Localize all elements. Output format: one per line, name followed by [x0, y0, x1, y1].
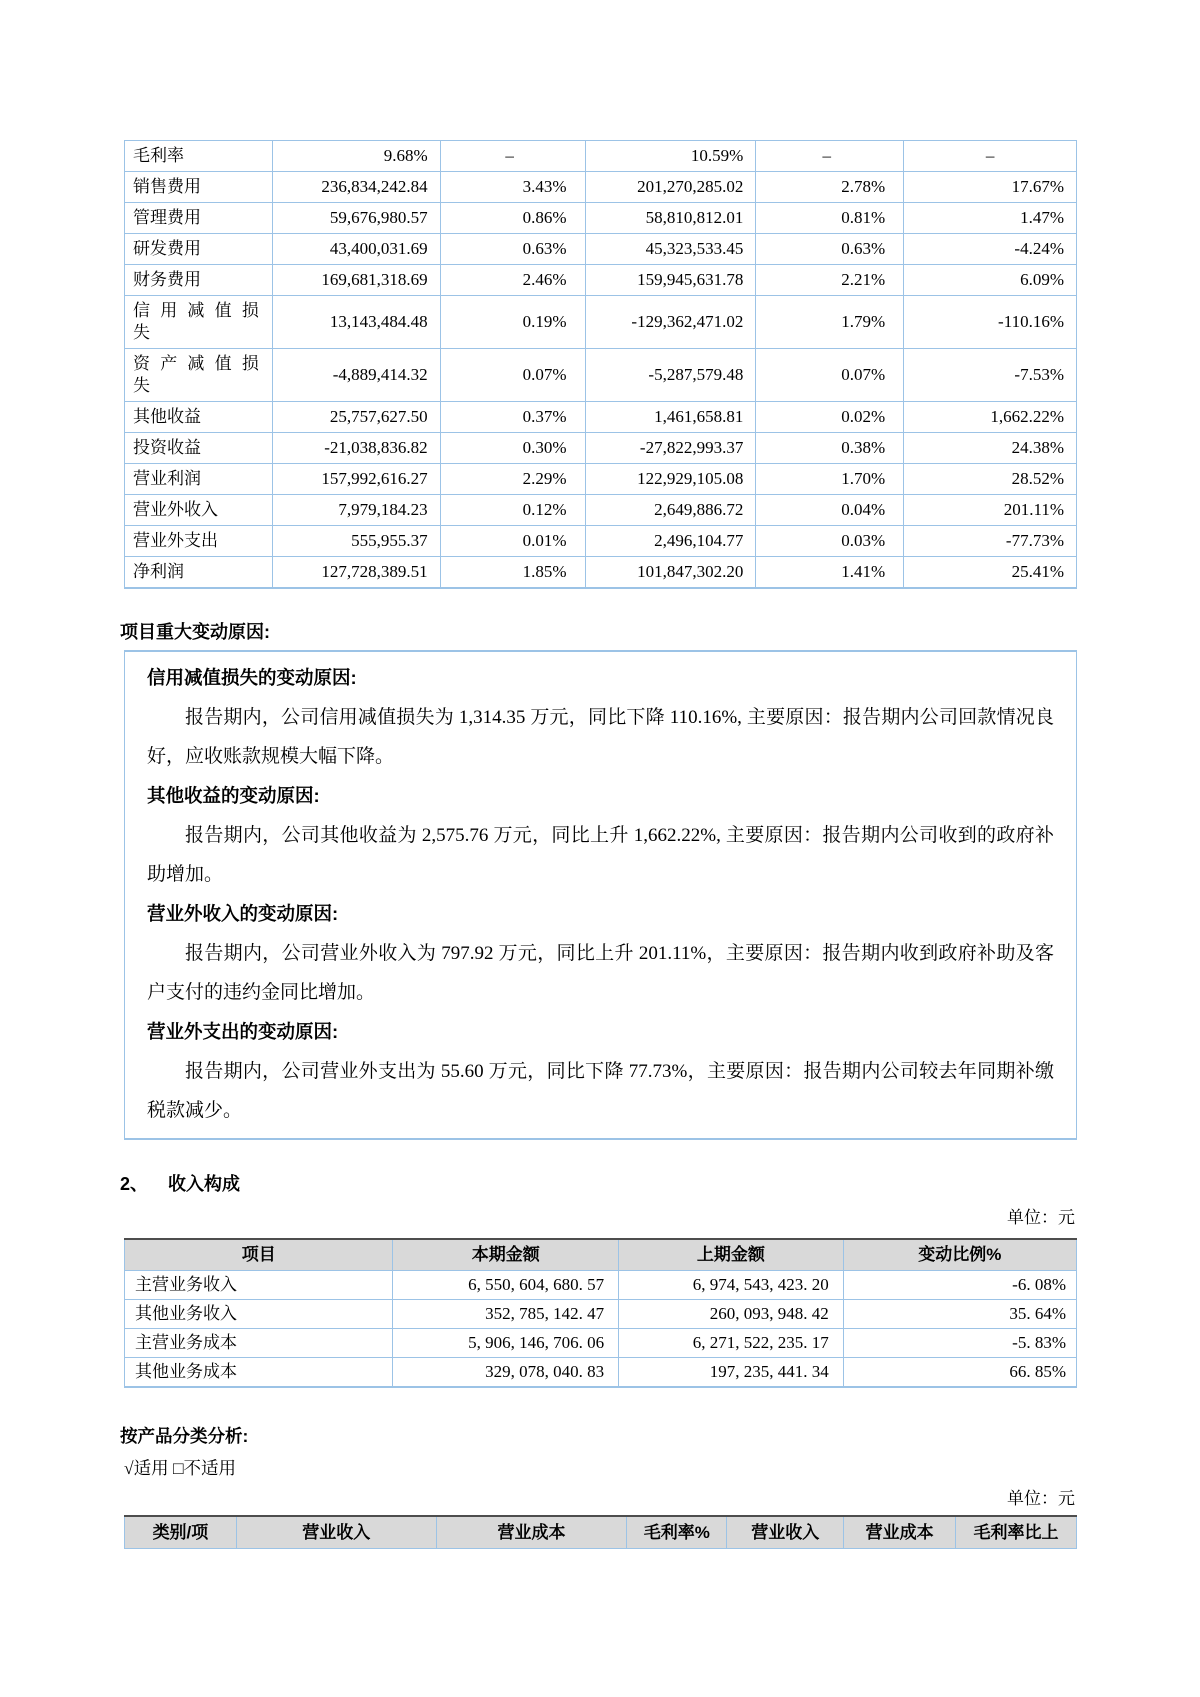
cell-prior-amount: 260, 093, 948. 42 — [619, 1300, 844, 1329]
cell-change-ratio: -5. 83% — [843, 1329, 1076, 1358]
product-category-table — [124, 1515, 1077, 1549]
table-row — [125, 1358, 1077, 1388]
cell-ratio-prior: 1.41% — [756, 557, 904, 589]
column-header-cost-prior: 营业成本 — [844, 1516, 956, 1549]
cell-change: 201.11% — [904, 495, 1077, 526]
cell-item: 信用减值损失 — [125, 296, 273, 349]
table-row — [125, 1300, 1077, 1329]
cell-change: 28.52% — [904, 464, 1077, 495]
cell-amount-prior: -27,822,993.37 — [585, 433, 756, 464]
cell-amount-prior: 2,496,104.77 — [585, 526, 756, 557]
revenue-composition-table-header — [125, 1239, 1077, 1271]
applicable-option: √适用 — [124, 1458, 169, 1478]
cell-item: 管理费用 — [125, 203, 273, 234]
unit-label: 单位：元 — [1007, 1208, 1075, 1227]
reason-item — [147, 894, 1054, 1012]
cell-ratio-current: 0.30% — [440, 433, 585, 464]
cell-item: 研发费用 — [125, 234, 273, 265]
cell-ratio-current: 1.85% — [440, 557, 585, 589]
reason-title: 营业外收入的变动原因: — [147, 903, 339, 924]
cell-amount-current: 555,955.37 — [272, 526, 440, 557]
applicability-note — [124, 1455, 1077, 1481]
column-header-item: 项目 — [125, 1239, 393, 1271]
cell-amount-current: 169,681,318.69 — [272, 265, 440, 296]
cell-current-amount: 6, 550, 604, 680. 57 — [393, 1271, 619, 1300]
reason-body: 报告期内，公司信用减值损失为 1,314.35 万元，同比下降 110.16%, 主要原因：报告期内公司回款情况良好，应收账款规模大幅下降。 — [147, 707, 1054, 767]
table-row — [125, 141, 1077, 172]
cell-amount-current: -4,889,414.32 — [272, 349, 440, 402]
cell-change: 1.47% — [904, 203, 1077, 234]
cell-item: 投资收益 — [125, 433, 273, 464]
reason-item — [147, 658, 1054, 776]
cell-ratio-current: 0.12% — [440, 495, 585, 526]
reason-title: 营业外支出的变动原因: — [147, 1021, 339, 1042]
cell-change: 17.67% — [904, 172, 1077, 203]
column-header-category: 类别/项 — [125, 1516, 237, 1549]
reason-item — [147, 1012, 1054, 1130]
cell-ratio-prior: 0.07% — [756, 349, 904, 402]
table-row — [125, 349, 1077, 402]
reason-title: 信用减值损失的变动原因: — [147, 667, 357, 688]
table-header-row — [125, 1239, 1077, 1271]
cell-current-amount: 329, 078, 040. 83 — [393, 1358, 619, 1388]
table-row — [125, 1329, 1077, 1358]
table-row — [125, 234, 1077, 265]
cell-ratio-prior: 0.04% — [756, 495, 904, 526]
revenue-composition-table-body — [125, 1271, 1077, 1388]
table-row — [125, 265, 1077, 296]
unit-label: 单位：元 — [1007, 1489, 1075, 1508]
cell-current-amount: 352, 785, 142. 47 — [393, 1300, 619, 1329]
cell-amount-current: 43,400,031.69 — [272, 234, 440, 265]
column-header-gross-margin: 毛利率% — [627, 1516, 727, 1549]
cell-amount-current: 127,728,389.51 — [272, 557, 440, 589]
reason-body: 报告期内，公司营业外收入为 797.92 万元，同比上升 201.11%，主要原因：报告期内收到政府补助及客户支付的违约金同比增加。 — [147, 943, 1054, 1003]
cell-item: 毛利率 — [125, 141, 273, 172]
cell-change: -77.73% — [904, 526, 1077, 557]
column-header-gross-margin-change: 毛利率比上 — [956, 1516, 1077, 1549]
cell-ratio-prior: 1.79% — [756, 296, 904, 349]
cell-ratio-prior: 0.02% — [756, 402, 904, 433]
cell-amount-current: 236,834,242.84 — [272, 172, 440, 203]
column-header-prior-amount: 上期金额 — [619, 1239, 844, 1271]
table-row — [125, 495, 1077, 526]
reason-body: 报告期内，公司营业外支出为 55.60 万元，同比下降 77.73%，主要原因：报告期内公司较去年同期补缴税款减少。 — [147, 1061, 1054, 1121]
cell-amount-prior: 1,461,658.81 — [585, 402, 756, 433]
cell-item: 营业外收入 — [125, 495, 273, 526]
cell-change-ratio: 35. 64% — [843, 1300, 1076, 1329]
expense-analysis-table-body — [125, 141, 1077, 589]
cell-amount-prior: 159,945,631.78 — [585, 265, 756, 296]
cell-amount-prior: 2,649,886.72 — [585, 495, 756, 526]
cell-amount-current: 7,979,184.23 — [272, 495, 440, 526]
cell-ratio-prior: 2.78% — [756, 172, 904, 203]
cell-amount-prior: 58,810,812.01 — [585, 203, 756, 234]
revenue-composition-table — [124, 1238, 1077, 1388]
cell-item: 其他收益 — [125, 402, 273, 433]
change-reasons-box — [124, 650, 1077, 1140]
revenue-composition-heading — [120, 1170, 1077, 1198]
cell-ratio-current: 3.43% — [440, 172, 585, 203]
cell-change: – — [904, 141, 1077, 172]
cell-item: 其他业务收入 — [125, 1300, 393, 1329]
table-row — [125, 203, 1077, 234]
cell-change: 25.41% — [904, 557, 1077, 589]
major-changes-heading: 项目重大变动原因: — [120, 622, 270, 642]
cell-change: -4.24% — [904, 234, 1077, 265]
cell-amount-current: 25,757,627.50 — [272, 402, 440, 433]
cell-change: 1,662.22% — [904, 402, 1077, 433]
cell-ratio-current: 0.07% — [440, 349, 585, 402]
cell-item: 资产减值损失 — [125, 349, 273, 402]
reason-title: 其他收益的变动原因: — [147, 785, 320, 806]
cell-amount-current: 9.68% — [272, 141, 440, 172]
cell-prior-amount: 6, 974, 543, 423. 20 — [619, 1271, 844, 1300]
cell-change: 24.38% — [904, 433, 1077, 464]
column-header-cost: 营业成本 — [436, 1516, 627, 1549]
cell-prior-amount: 6, 271, 522, 235. 17 — [619, 1329, 844, 1358]
table-row — [125, 172, 1077, 203]
cell-amount-prior: 201,270,285.02 — [585, 172, 756, 203]
cell-ratio-prior: – — [756, 141, 904, 172]
cell-ratio-prior: 2.21% — [756, 265, 904, 296]
cell-item: 其他业务成本 — [125, 1358, 393, 1388]
cell-ratio-current: 0.86% — [440, 203, 585, 234]
cell-ratio-current: 0.19% — [440, 296, 585, 349]
cell-amount-prior: -129,362,471.02 — [585, 296, 756, 349]
reason-item — [147, 776, 1054, 894]
cell-ratio-current: 0.01% — [440, 526, 585, 557]
not-applicable-option: □不适用 — [172, 1458, 237, 1478]
cell-ratio-prior: 1.70% — [756, 464, 904, 495]
cell-amount-current: 59,676,980.57 — [272, 203, 440, 234]
cell-item: 销售费用 — [125, 172, 273, 203]
cell-amount-current: 13,143,484.48 — [272, 296, 440, 349]
table-row — [125, 557, 1077, 589]
cell-item: 财务费用 — [125, 265, 273, 296]
cell-ratio-prior: 0.81% — [756, 203, 904, 234]
table-header-row — [125, 1516, 1077, 1549]
column-header-revenue: 营业收入 — [236, 1516, 436, 1549]
cell-amount-prior: 122,929,105.08 — [585, 464, 756, 495]
cell-ratio-current: 0.63% — [440, 234, 585, 265]
table-row — [125, 464, 1077, 495]
cell-amount-prior: 45,323,533.45 — [585, 234, 756, 265]
cell-ratio-current: 2.29% — [440, 464, 585, 495]
cell-current-amount: 5, 906, 146, 706. 06 — [393, 1329, 619, 1358]
cell-amount-current: -21,038,836.82 — [272, 433, 440, 464]
table-row — [125, 402, 1077, 433]
cell-ratio-prior: 0.63% — [756, 234, 904, 265]
product-analysis-heading: 按产品分类分析: — [120, 1426, 249, 1446]
cell-change: 6.09% — [904, 265, 1077, 296]
section-number: 2、 — [120, 1174, 149, 1194]
cell-change: -110.16% — [904, 296, 1077, 349]
page-content — [120, 140, 1077, 1549]
cell-change: -7.53% — [904, 349, 1077, 402]
expense-analysis-table — [124, 140, 1077, 589]
column-header-current-amount: 本期金额 — [393, 1239, 619, 1271]
cell-amount-prior: 10.59% — [585, 141, 756, 172]
cell-ratio-current: 2.46% — [440, 265, 585, 296]
cell-ratio-prior: 0.38% — [756, 433, 904, 464]
cell-prior-amount: 197, 235, 441. 34 — [619, 1358, 844, 1388]
cell-item: 主营业务成本 — [125, 1329, 393, 1358]
cell-change-ratio: 66. 85% — [843, 1358, 1076, 1388]
cell-amount-prior: 101,847,302.20 — [585, 557, 756, 589]
table-row — [125, 526, 1077, 557]
cell-item: 营业利润 — [125, 464, 273, 495]
cell-item: 营业外支出 — [125, 526, 273, 557]
cell-item: 净利润 — [125, 557, 273, 589]
reason-body: 报告期内，公司其他收益为 2,575.76 万元，同比上升 1,662.22%, 主要原因：报告期内公司收到的政府补助增加。 — [147, 825, 1054, 885]
column-header-revenue-prior: 营业收入 — [727, 1516, 844, 1549]
cell-ratio-prior: 0.03% — [756, 526, 904, 557]
cell-ratio-current: 0.37% — [440, 402, 585, 433]
table-row — [125, 1271, 1077, 1300]
cell-amount-current: 157,992,616.27 — [272, 464, 440, 495]
section-title: 收入构成 — [168, 1174, 241, 1194]
table-row — [125, 296, 1077, 349]
table-row — [125, 433, 1077, 464]
column-header-change-ratio: 变动比例% — [843, 1239, 1076, 1271]
cell-change-ratio: -6. 08% — [843, 1271, 1076, 1300]
cell-amount-prior: -5,287,579.48 — [585, 349, 756, 402]
cell-item: 主营业务收入 — [125, 1271, 393, 1300]
product-category-table-header — [125, 1516, 1077, 1549]
cell-ratio-current: – — [440, 141, 585, 172]
